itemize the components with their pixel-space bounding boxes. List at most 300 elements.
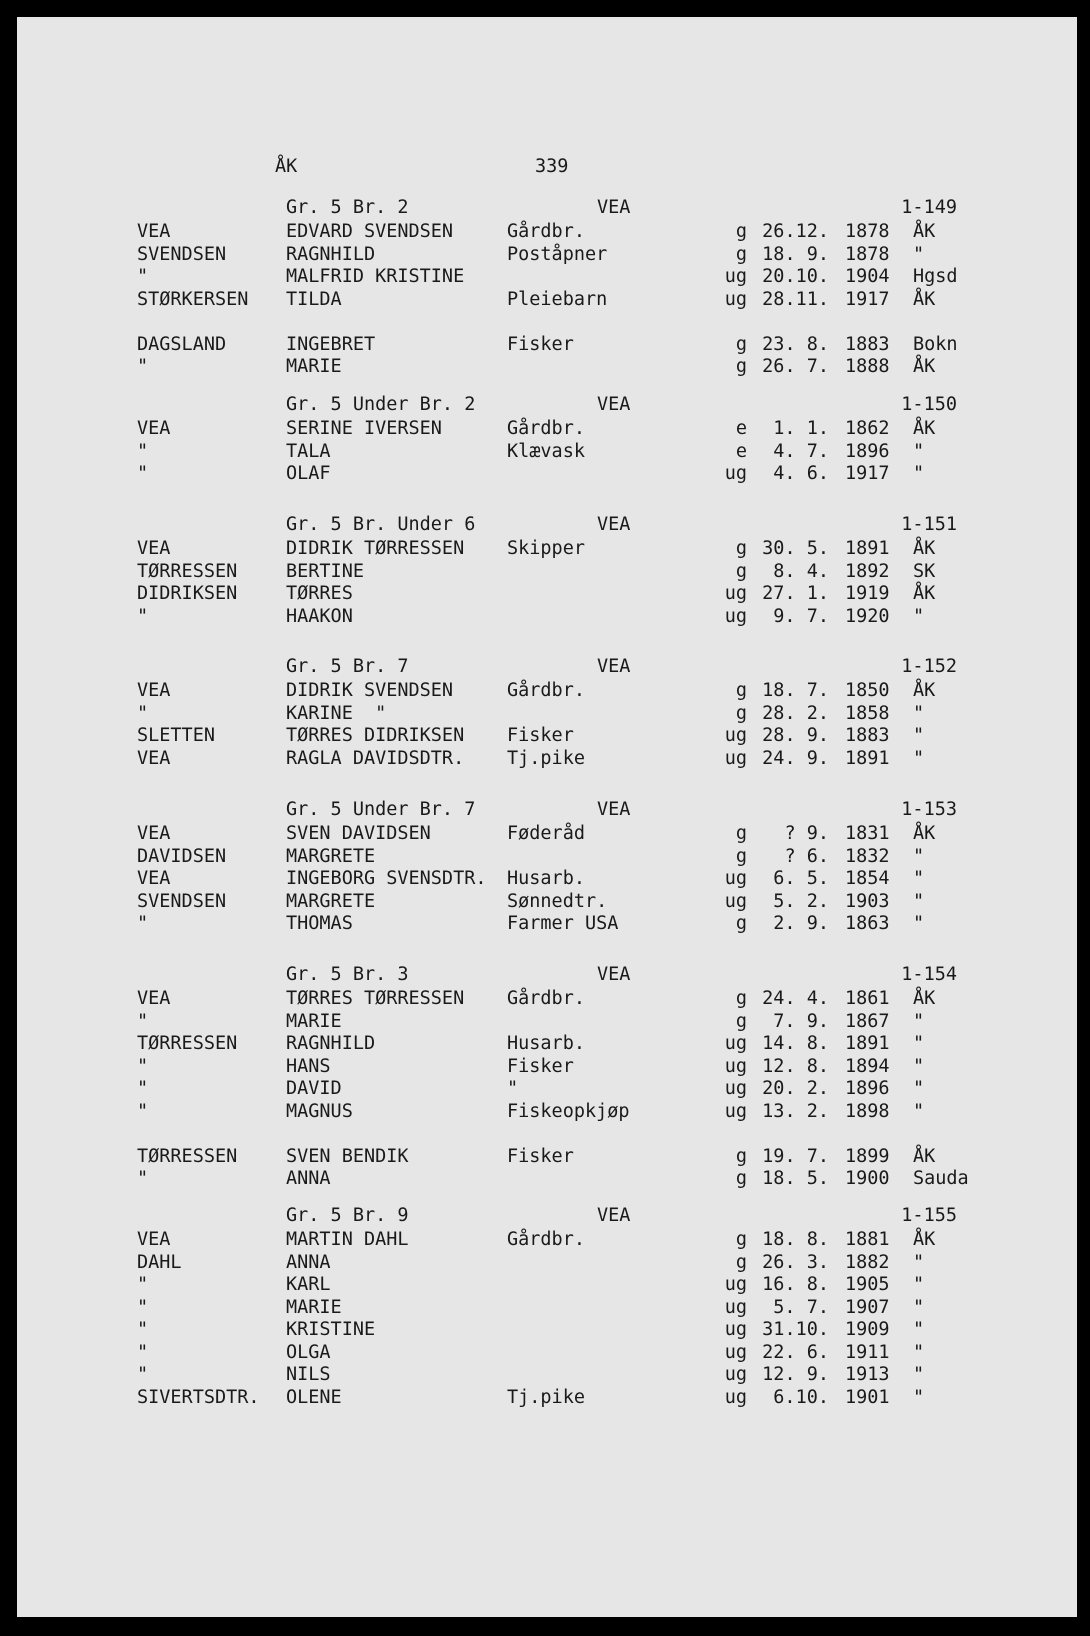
surname: " bbox=[137, 702, 149, 724]
birthplace: " bbox=[913, 1296, 925, 1318]
person-row bbox=[17, 1342, 1077, 1365]
occupation: Husarb. bbox=[507, 1033, 585, 1054]
group-header bbox=[17, 514, 1077, 538]
person-row bbox=[17, 311, 1077, 334]
occupation: Gårdbr. bbox=[507, 221, 585, 242]
group-farm: VEA bbox=[597, 514, 631, 535]
status: g bbox=[735, 1145, 747, 1167]
surname: " bbox=[137, 356, 149, 377]
birth-year: 1920 bbox=[845, 605, 890, 627]
occupation: Husarb. bbox=[507, 868, 585, 889]
status: ug bbox=[724, 266, 747, 287]
birth-year: 1905 bbox=[845, 1274, 890, 1295]
status: g bbox=[735, 560, 747, 582]
occupation: Farmer USA bbox=[507, 913, 619, 934]
birth-year: 1919 bbox=[845, 583, 890, 604]
birth-year: 1898 bbox=[845, 1100, 890, 1122]
birth-year: 1854 bbox=[845, 868, 890, 889]
birthplace: " bbox=[913, 1010, 925, 1032]
birth-year: 1900 bbox=[845, 1168, 890, 1189]
birth-year: 1911 bbox=[845, 1341, 890, 1363]
given-name: SERINE IVERSEN bbox=[286, 418, 442, 439]
surname: VEA bbox=[137, 538, 171, 559]
status: g bbox=[735, 1168, 747, 1189]
birthplace: ÅK bbox=[913, 418, 936, 439]
status: ug bbox=[724, 1341, 747, 1363]
birth-year: 1881 bbox=[845, 1229, 890, 1250]
status: g bbox=[735, 823, 747, 844]
birthplace: " bbox=[913, 1251, 925, 1273]
person-row bbox=[17, 356, 1077, 379]
birth-year: 1882 bbox=[845, 1251, 890, 1273]
given-name: MARGRETE bbox=[286, 845, 376, 867]
birth-year: 1903 bbox=[845, 890, 890, 912]
birth-year: 1917 bbox=[845, 288, 890, 310]
person-row bbox=[17, 561, 1077, 584]
birth-day-month: 23. 8. bbox=[762, 333, 829, 355]
surname: VEA bbox=[137, 418, 171, 439]
person-row bbox=[17, 441, 1077, 464]
given-name: OLENE bbox=[286, 1386, 342, 1408]
status: g bbox=[735, 333, 747, 355]
birth-year: 1891 bbox=[845, 1033, 890, 1054]
birthplace: " bbox=[913, 1364, 925, 1385]
birth-year: 1861 bbox=[845, 988, 890, 1009]
given-name: DIDRIK SVENDSEN bbox=[286, 680, 454, 701]
given-name: OLAF bbox=[286, 463, 331, 484]
surname: " bbox=[137, 1055, 149, 1077]
surname: TØRRESSEN bbox=[137, 1145, 238, 1167]
birth-year: 1883 bbox=[845, 725, 890, 746]
status: ug bbox=[724, 1055, 747, 1077]
surname: " bbox=[137, 1319, 149, 1340]
birth-year: 1862 bbox=[845, 418, 890, 439]
given-name: KARL bbox=[286, 1274, 331, 1295]
given-name: DIDRIK TØRRESSEN bbox=[286, 538, 465, 559]
birthplace: ÅK bbox=[913, 583, 936, 604]
birth-day-month: 30. 5. bbox=[762, 538, 829, 559]
person-row bbox=[17, 823, 1077, 846]
group-header bbox=[17, 394, 1077, 418]
birthplace: " bbox=[913, 845, 925, 867]
status: ug bbox=[724, 747, 747, 769]
surname: DAGSLAND bbox=[137, 333, 227, 355]
birth-day-month: 26. 3. bbox=[762, 1251, 829, 1273]
birth-day-month: 18. 7. bbox=[762, 680, 829, 701]
given-name: MALFRID KRISTINE bbox=[286, 266, 465, 287]
given-name: TILDA bbox=[286, 288, 342, 310]
person-row bbox=[17, 266, 1077, 289]
person-row bbox=[17, 846, 1077, 869]
group-title: Gr. 5 Under Br. 7 bbox=[286, 799, 476, 820]
status: g bbox=[735, 1251, 747, 1273]
status: ug bbox=[724, 1274, 747, 1295]
status: e bbox=[735, 418, 747, 439]
birth-day-month: 2. 9. bbox=[773, 913, 829, 934]
surname: " bbox=[137, 1100, 149, 1122]
birthplace: " bbox=[913, 605, 925, 627]
given-name: MARIE bbox=[286, 356, 342, 377]
given-name: TØRRES bbox=[286, 583, 353, 604]
given-name: TØRRES TØRRESSEN bbox=[286, 988, 465, 1009]
given-name: RAGNHILD bbox=[286, 1033, 376, 1054]
status: g bbox=[735, 356, 747, 377]
given-name: ANNA bbox=[286, 1168, 331, 1189]
birth-day-month: 13. 2. bbox=[762, 1100, 829, 1122]
person-row bbox=[17, 725, 1077, 748]
person-row bbox=[17, 583, 1077, 606]
birth-day-month: ? 9. bbox=[784, 823, 829, 844]
birth-year: 1878 bbox=[845, 221, 890, 242]
birth-day-month: 20.10. bbox=[762, 266, 829, 287]
household-group bbox=[17, 799, 1077, 936]
given-name: MAGNUS bbox=[286, 1100, 353, 1122]
birth-year: 1892 bbox=[845, 560, 890, 582]
group-header bbox=[17, 197, 1077, 221]
occupation: Klævask bbox=[507, 440, 585, 462]
status: ug bbox=[724, 1364, 747, 1385]
birthplace: ÅK bbox=[913, 1229, 936, 1250]
birth-day-month: 14. 8. bbox=[762, 1033, 829, 1054]
birth-day-month: 26.12. bbox=[762, 221, 829, 242]
occupation: Tj.pike bbox=[507, 747, 585, 769]
occupation: Gårdbr. bbox=[507, 988, 585, 1009]
person-row bbox=[17, 988, 1077, 1011]
occupation: Tj.pike bbox=[507, 1386, 585, 1408]
status: ug bbox=[724, 1319, 747, 1340]
given-name: RAGNHILD bbox=[286, 243, 376, 265]
surname: " bbox=[137, 1274, 149, 1295]
birth-day-month: 28. 9. bbox=[762, 725, 829, 746]
occupation: Sønnedtr. bbox=[507, 890, 608, 912]
birth-year: 1894 bbox=[845, 1055, 890, 1077]
surname: " bbox=[137, 1364, 149, 1385]
group-farm: VEA bbox=[597, 799, 631, 820]
birth-day-month: 5. 7. bbox=[773, 1296, 829, 1318]
birth-year: 1891 bbox=[845, 747, 890, 769]
occupation: Fisker bbox=[507, 333, 574, 355]
status: g bbox=[735, 1010, 747, 1032]
given-name: MARGRETE bbox=[286, 890, 376, 912]
birthplace: " bbox=[913, 1319, 925, 1340]
birthplace: " bbox=[913, 463, 925, 484]
person-row bbox=[17, 463, 1077, 486]
group-title: Gr. 5 Br. 3 bbox=[286, 964, 409, 985]
birthplace: Bokn bbox=[913, 333, 958, 355]
birth-year: 1831 bbox=[845, 823, 890, 844]
person-row bbox=[17, 538, 1077, 561]
birth-day-month: 7. 9. bbox=[773, 1010, 829, 1032]
birthplace: " bbox=[913, 1078, 925, 1099]
birthplace: " bbox=[913, 243, 925, 265]
person-row bbox=[17, 1387, 1077, 1410]
surname: DAHL bbox=[137, 1251, 182, 1273]
birth-year: 1896 bbox=[845, 1078, 890, 1099]
person-row bbox=[17, 1146, 1077, 1169]
occupation: Gårdbr. bbox=[507, 680, 585, 701]
status: ug bbox=[724, 725, 747, 746]
group-title: Gr. 5 Br. Under 6 bbox=[286, 514, 476, 535]
birth-day-month: 1. 1. bbox=[773, 418, 829, 439]
birth-day-month: 8. 4. bbox=[773, 560, 829, 582]
document-page bbox=[17, 17, 1077, 1617]
surname: SVENDSEN bbox=[137, 890, 227, 912]
birth-day-month: 18. 8. bbox=[762, 1229, 829, 1250]
birthplace: " bbox=[913, 1055, 925, 1077]
status: g bbox=[735, 913, 747, 934]
page-header bbox=[17, 156, 1077, 180]
surname: VEA bbox=[137, 221, 171, 242]
group-ref: 1-153 bbox=[901, 799, 957, 820]
birthplace: ÅK bbox=[913, 288, 936, 310]
birth-day-month: ? 6. bbox=[784, 845, 829, 867]
group-title: Gr. 5 Br. 9 bbox=[286, 1205, 409, 1226]
birth-day-month: 9. 7. bbox=[773, 605, 829, 627]
person-row bbox=[17, 1252, 1077, 1275]
person-row bbox=[17, 1297, 1077, 1320]
birthplace: " bbox=[913, 725, 925, 746]
surname: TØRRESSEN bbox=[137, 1033, 238, 1054]
birthplace: ÅK bbox=[913, 988, 936, 1009]
birthplace: ÅK bbox=[913, 221, 936, 242]
person-row bbox=[17, 913, 1077, 936]
status: g bbox=[735, 1229, 747, 1250]
birth-year: 1867 bbox=[845, 1010, 890, 1032]
given-name: KRISTINE bbox=[286, 1319, 376, 1340]
person-row bbox=[17, 418, 1077, 441]
birth-day-month: 12. 9. bbox=[762, 1364, 829, 1385]
surname: " bbox=[137, 1168, 149, 1189]
birth-year: 1888 bbox=[845, 356, 890, 377]
given-name: MARTIN DAHL bbox=[286, 1229, 409, 1250]
person-row bbox=[17, 289, 1077, 312]
birth-year: 1909 bbox=[845, 1319, 890, 1340]
birthplace: " bbox=[913, 1341, 925, 1363]
person-row bbox=[17, 334, 1077, 357]
surname: " bbox=[137, 913, 149, 934]
birth-day-month: 18. 5. bbox=[762, 1168, 829, 1189]
birth-day-month: 6.10. bbox=[773, 1386, 829, 1408]
surname: SIVERTSDTR. bbox=[137, 1386, 260, 1408]
household-group bbox=[17, 514, 1077, 628]
birth-day-month: 22. 6. bbox=[762, 1341, 829, 1363]
status: ug bbox=[724, 868, 747, 889]
person-row bbox=[17, 1011, 1077, 1034]
group-ref: 1-155 bbox=[901, 1205, 957, 1226]
birth-year: 1832 bbox=[845, 845, 890, 867]
parish-label: ÅK bbox=[275, 156, 298, 177]
status: ug bbox=[724, 463, 747, 484]
surname: VEA bbox=[137, 823, 171, 844]
group-ref: 1-151 bbox=[901, 514, 957, 535]
group-ref: 1-154 bbox=[901, 964, 957, 985]
group-title: Gr. 5 Br. 2 bbox=[286, 197, 409, 218]
surname: " bbox=[137, 1296, 149, 1318]
person-row bbox=[17, 221, 1077, 244]
birthplace: " bbox=[913, 1100, 925, 1122]
given-name: INGEBRET bbox=[286, 333, 376, 355]
given-name: MARIE bbox=[286, 1010, 342, 1032]
birthplace: " bbox=[913, 913, 925, 934]
birthplace: " bbox=[913, 1033, 925, 1054]
group-title: Gr. 5 Under Br. 2 bbox=[286, 394, 476, 415]
person-row bbox=[17, 1033, 1077, 1056]
birth-year: 1899 bbox=[845, 1145, 890, 1167]
status: ug bbox=[724, 288, 747, 310]
birthplace: SK bbox=[913, 560, 936, 582]
birth-year: 1917 bbox=[845, 463, 890, 484]
birth-year: 1896 bbox=[845, 440, 890, 462]
surname: " bbox=[137, 1078, 149, 1099]
household-group bbox=[17, 656, 1077, 770]
person-row bbox=[17, 606, 1077, 629]
given-name: TØRRES DIDRIKSEN bbox=[286, 725, 465, 746]
occupation: Fisker bbox=[507, 725, 574, 746]
group-farm: VEA bbox=[597, 394, 631, 415]
occupation: Gårdbr. bbox=[507, 418, 585, 439]
surname: SLETTEN bbox=[137, 725, 215, 746]
birthplace: " bbox=[913, 1274, 925, 1295]
surname: DAVIDSEN bbox=[137, 845, 227, 867]
occupation: " bbox=[507, 1078, 519, 1099]
status: ug bbox=[724, 583, 747, 604]
given-name: TALA bbox=[286, 440, 331, 462]
birthplace: ÅK bbox=[913, 823, 936, 844]
person-row bbox=[17, 1056, 1077, 1079]
occupation: Skipper bbox=[507, 538, 585, 559]
given-name: SVEN BENDIK bbox=[286, 1145, 409, 1167]
person-row bbox=[17, 748, 1077, 771]
given-name: OLGA bbox=[286, 1341, 331, 1363]
surname: " bbox=[137, 605, 149, 627]
surname: TØRRESSEN bbox=[137, 560, 238, 582]
birth-day-month: 20. 2. bbox=[762, 1078, 829, 1099]
given-name: EDVARD SVENDSEN bbox=[286, 221, 454, 242]
person-row bbox=[17, 1274, 1077, 1297]
surname: STØRKERSEN bbox=[137, 288, 249, 310]
group-ref: 1-152 bbox=[901, 656, 957, 677]
given-name: DAVID bbox=[286, 1078, 342, 1099]
birthplace: " bbox=[913, 440, 925, 462]
birth-day-month: 31.10. bbox=[762, 1319, 829, 1340]
group-title: Gr. 5 Br. 7 bbox=[286, 656, 409, 677]
birth-day-month: 24. 9. bbox=[762, 747, 829, 769]
surname: VEA bbox=[137, 747, 171, 769]
person-row bbox=[17, 1168, 1077, 1191]
birth-day-month: 5. 2. bbox=[773, 890, 829, 912]
status: ug bbox=[724, 1078, 747, 1099]
birth-day-month: 4. 6. bbox=[773, 463, 829, 484]
birth-year: 1850 bbox=[845, 680, 890, 701]
household-group bbox=[17, 197, 1077, 379]
birth-year: 1858 bbox=[845, 702, 890, 724]
birth-day-month: 12. 8. bbox=[762, 1055, 829, 1077]
group-farm: VEA bbox=[597, 656, 631, 677]
given-name: BERTINE bbox=[286, 560, 364, 582]
birthplace: ÅK bbox=[913, 356, 936, 377]
group-header bbox=[17, 656, 1077, 680]
person-row bbox=[17, 1078, 1077, 1101]
household-group bbox=[17, 1205, 1077, 1409]
person-row bbox=[17, 1123, 1077, 1146]
birth-year: 1883 bbox=[845, 333, 890, 355]
birth-day-month: 28. 2. bbox=[762, 702, 829, 724]
birth-day-month: 27. 1. bbox=[762, 583, 829, 604]
birth-day-month: 24. 4. bbox=[762, 988, 829, 1009]
person-row bbox=[17, 1319, 1077, 1342]
status: e bbox=[735, 440, 747, 462]
person-row bbox=[17, 1101, 1077, 1124]
birthplace: ÅK bbox=[913, 680, 936, 701]
birth-year: 1891 bbox=[845, 538, 890, 559]
birthplace: " bbox=[913, 747, 925, 769]
status: g bbox=[735, 243, 747, 265]
birth-day-month: 16. 8. bbox=[762, 1274, 829, 1295]
given-name: MARIE bbox=[286, 1296, 342, 1318]
group-header bbox=[17, 1205, 1077, 1229]
status: ug bbox=[724, 890, 747, 912]
birthplace: ÅK bbox=[913, 1145, 936, 1167]
surname: " bbox=[137, 266, 149, 287]
surname: " bbox=[137, 1341, 149, 1363]
occupation: Fisker bbox=[507, 1145, 574, 1167]
birth-year: 1907 bbox=[845, 1296, 890, 1318]
group-header bbox=[17, 799, 1077, 823]
group-farm: VEA bbox=[597, 964, 631, 985]
occupation: Fiskeopkjøp bbox=[507, 1100, 630, 1122]
group-ref: 1-149 bbox=[901, 197, 957, 218]
occupation: Fisker bbox=[507, 1055, 574, 1077]
status: g bbox=[735, 221, 747, 242]
given-name: INGEBORG SVENSDTR. bbox=[286, 868, 487, 889]
birth-year: 1904 bbox=[845, 266, 890, 287]
surname: " bbox=[137, 440, 149, 462]
birthplace: " bbox=[913, 890, 925, 912]
group-farm: VEA bbox=[597, 197, 631, 218]
given-name: NILS bbox=[286, 1364, 331, 1385]
birthplace: Hgsd bbox=[913, 266, 958, 287]
status: ug bbox=[724, 1386, 747, 1408]
surname: VEA bbox=[137, 1229, 171, 1250]
page-number: 339 bbox=[535, 156, 569, 177]
surname: DIDRIKSEN bbox=[137, 583, 238, 604]
given-name: HAAKON bbox=[286, 605, 353, 627]
given-name: RAGLA DAVIDSDTR. bbox=[286, 747, 465, 769]
person-row bbox=[17, 244, 1077, 267]
group-header bbox=[17, 964, 1077, 988]
surname: SVENDSEN bbox=[137, 243, 227, 265]
given-name: HANS bbox=[286, 1055, 331, 1077]
birth-year: 1913 bbox=[845, 1364, 890, 1385]
birth-year: 1901 bbox=[845, 1386, 890, 1408]
person-row bbox=[17, 680, 1077, 703]
person-row bbox=[17, 868, 1077, 891]
household-group bbox=[17, 394, 1077, 486]
given-name: KARINE " bbox=[286, 702, 387, 724]
occupation: Føderåd bbox=[507, 823, 585, 844]
occupation: Poståpner bbox=[507, 243, 608, 265]
surname: VEA bbox=[137, 680, 171, 701]
person-row bbox=[17, 891, 1077, 914]
birth-day-month: 4. 7. bbox=[773, 440, 829, 462]
surname: VEA bbox=[137, 988, 171, 1009]
birth-day-month: 6. 5. bbox=[773, 868, 829, 889]
birthplace: " bbox=[913, 868, 925, 889]
birthplace: " bbox=[913, 1386, 925, 1408]
birthplace: Sauda bbox=[913, 1168, 969, 1189]
birth-day-month: 18. 9. bbox=[762, 243, 829, 265]
status: g bbox=[735, 845, 747, 867]
